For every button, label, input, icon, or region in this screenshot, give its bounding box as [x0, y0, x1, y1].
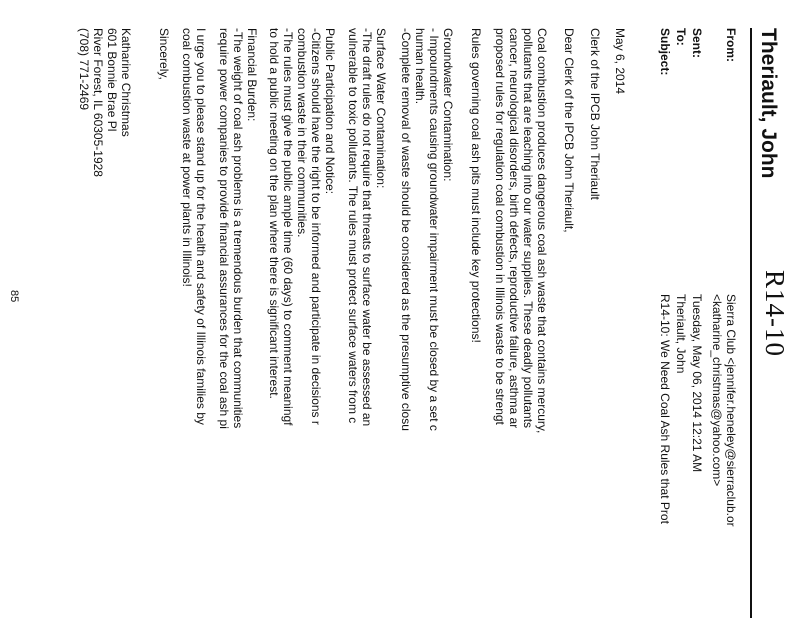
letter-recipient: Clerk of the IPCB John Theriault: [588, 28, 602, 200]
letter-date: May 6, 2014: [613, 28, 627, 95]
signature-phone: (708) 771-2469: [77, 28, 91, 111]
participation-line: to hold a public meeting on the plan where there is significant interest.: [267, 28, 281, 399]
intro-line: cancer, neurological disorders, birth defects, reproductive failure, asthma ar: [507, 28, 521, 429]
letter-signoff: Sincerely,: [157, 28, 171, 80]
groundwater-line: human health.: [413, 28, 427, 105]
to-label: To:: [674, 28, 688, 46]
participation-line: -Citizens should have the right to be informed and participate in decisions r: [309, 28, 323, 425]
signature-name: Katharine Christmas: [119, 28, 133, 137]
surface-heading: Surface Water Contamination:: [374, 28, 388, 189]
intro-line: Coal combustion produces dangerous coal ash waste that contains mercury,: [535, 28, 549, 434]
signature-street: 601 Bonnie Brae Pl: [105, 28, 119, 132]
groundwater-line: - Impoundments causing groundwater impairment must be closed by a set c: [427, 28, 441, 431]
header-rule: [750, 28, 752, 618]
participation-line: combustion waste in their communities.: [295, 28, 309, 238]
subject-value: R14-10: We Need Coal Ash Rules that Prot: [658, 294, 672, 524]
to-value: Theriault, John: [674, 294, 688, 374]
signature-city: River Forest, IL 60305-1928: [91, 28, 105, 177]
financial-heading: Financial Burden:: [245, 28, 259, 122]
subject-label: Subject:: [658, 28, 672, 76]
header-name: Theriault, John: [757, 28, 780, 179]
financial-section: [217, 28, 259, 429]
letter-salutation: Dear Clerk of the IPCB John Theriault,: [562, 28, 576, 233]
financial-line: require power companies to provide financial assurances for the coal ash pi: [217, 28, 231, 429]
participation-section: [267, 28, 337, 426]
participation-line: -The rules must give the public ample time (60 days) to comment meaningf: [281, 28, 295, 426]
sent-value: Tuesday, May 06, 2014 12:21 AM: [690, 294, 704, 473]
surface-line: -The draft rules do not require that threats to surface water be assessed an: [360, 28, 374, 427]
groundwater-line: -Complete removal of waste should be considered as the presumptive closu: [399, 28, 413, 431]
groundwater-heading: Groundwater Contamination:: [441, 28, 455, 182]
intro-line: proposed rules for regulation coal combustion in Illinois waste to be strengt: [493, 28, 507, 425]
closing-line: coal combustion waste at power plants in Illinois!: [180, 28, 194, 287]
intro-paragraph: [493, 28, 549, 433]
page-number: 85: [8, 290, 20, 303]
closing-line: I urge you to please stand up for the health and safety of Illinois families by: [194, 28, 208, 425]
surface-line: vulnerable to toxic pollutants. The rules must protect surface waters from c: [346, 28, 360, 424]
docket-code: R14-10: [760, 270, 790, 357]
from-email: <katharine_christmas@yahoo.com>: [710, 294, 724, 487]
financial-line: -The weight of coal ash problems is a tremendous burden that communities: [231, 28, 245, 429]
groundwater-section: [399, 28, 455, 431]
rules-line: Rules governing coal ash pits must include key protections!: [469, 28, 483, 343]
intro-line: pollutants that are leaching into our water supplies. These deadly pollutants: [521, 28, 535, 429]
closing-paragraph: [180, 28, 208, 425]
surface-section: [346, 28, 388, 426]
signature-block: [77, 28, 133, 177]
participation-heading: Public Participation and Notice:: [323, 28, 337, 195]
sent-label: Sent:: [690, 28, 704, 58]
from-label: From:: [724, 28, 738, 62]
from-value: Sierra Club <jennifer.heneley@sierraclub.or: [724, 294, 738, 527]
